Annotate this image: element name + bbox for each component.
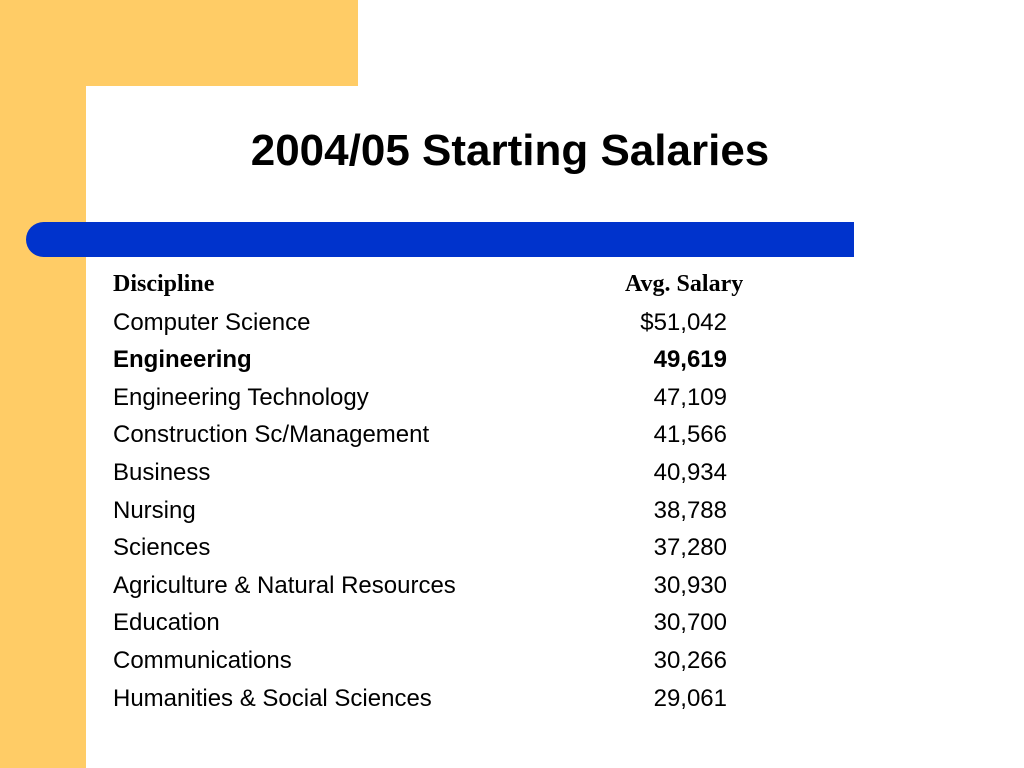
row-discipline: Humanities & Social Sciences bbox=[113, 684, 432, 712]
row-salary: 41,566 bbox=[653, 421, 727, 449]
salary-table bbox=[113, 266, 813, 717]
row-discipline: Communications bbox=[113, 646, 292, 674]
row-salary: 30,930 bbox=[653, 571, 727, 599]
table-row bbox=[113, 416, 813, 454]
slide-title: 2004/05 Starting Salaries bbox=[250, 126, 770, 175]
table-row bbox=[113, 680, 813, 718]
row-discipline: Education bbox=[113, 609, 220, 637]
accent-top-band bbox=[0, 0, 358, 86]
row-salary: 30,700 bbox=[653, 609, 727, 637]
row-discipline: Construction Sc/Management bbox=[113, 421, 430, 449]
table-header-row bbox=[113, 266, 813, 304]
row-discipline: Business bbox=[113, 458, 211, 486]
table-row-highlighted bbox=[113, 341, 813, 379]
table-row bbox=[113, 642, 813, 680]
table-row bbox=[113, 492, 813, 530]
row-salary: 30,266 bbox=[653, 646, 727, 674]
table-row bbox=[113, 379, 813, 417]
table-row bbox=[113, 454, 813, 492]
row-discipline: Nursing bbox=[113, 496, 196, 524]
header-avg-salary: Avg. Salary bbox=[625, 271, 744, 297]
row-salary: 29,061 bbox=[653, 684, 727, 712]
row-discipline: Sciences bbox=[113, 534, 211, 562]
title-underline-bar bbox=[26, 222, 854, 257]
table-row bbox=[113, 604, 813, 642]
row-discipline: Agriculture & Natural Resources bbox=[113, 571, 456, 599]
row-salary: 49,619 bbox=[653, 346, 727, 374]
row-salary: $51,042 bbox=[640, 308, 727, 336]
accent-left-band bbox=[0, 0, 86, 768]
row-salary: 40,934 bbox=[653, 458, 727, 486]
header-discipline: Discipline bbox=[113, 271, 215, 297]
table-row bbox=[113, 304, 813, 342]
row-discipline: Engineering bbox=[113, 346, 252, 374]
row-discipline: Computer Science bbox=[113, 308, 311, 336]
table-row bbox=[113, 567, 813, 605]
row-salary: 47,109 bbox=[653, 383, 727, 411]
row-discipline: Engineering Technology bbox=[113, 383, 369, 411]
table-row bbox=[113, 529, 813, 567]
row-salary: 37,280 bbox=[653, 534, 727, 562]
row-salary: 38,788 bbox=[653, 496, 727, 524]
